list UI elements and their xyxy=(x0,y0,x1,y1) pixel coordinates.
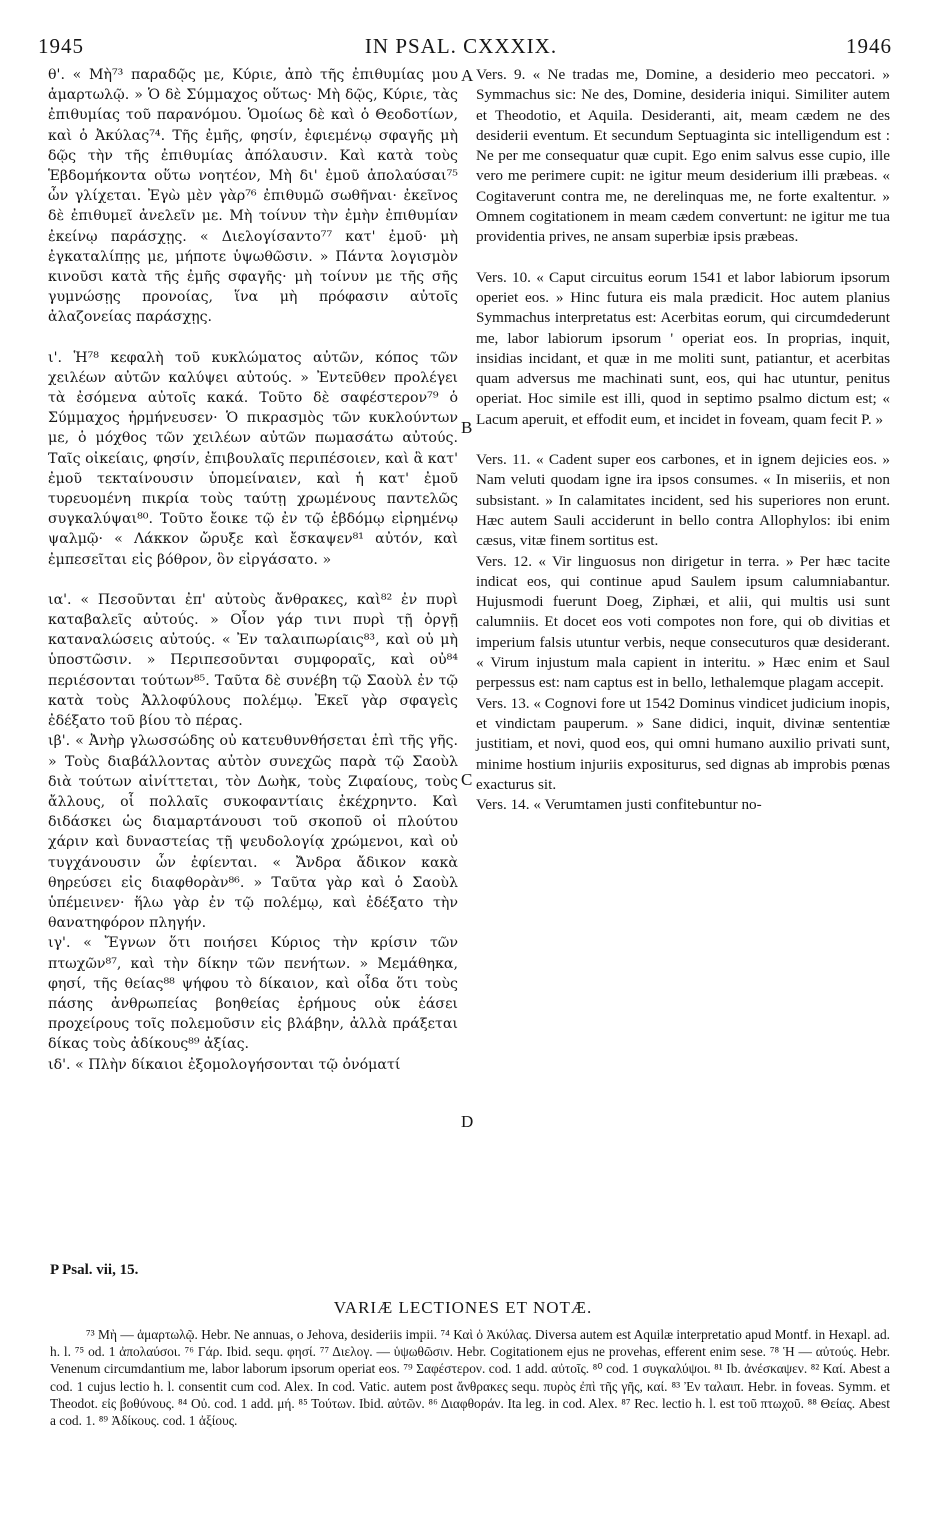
greek-paragraph-verse-14: ιδ'. « Πλὴν δίκαιοι ἐξομολογήσονται τῷ ὀνόματί xyxy=(48,1056,401,1073)
margin-marker-a: A xyxy=(461,66,474,85)
greek-paragraph-verse-12: ιβ'. « Ἀνὴρ γλωσσώδης οὐ κατευθυνθήσεται ἐπὶ τῆς γῆς. » Τοὺς διαβάλλοντας αὐτὸν συνεχῶς παρὰ τῷ Σαοὺλ διὰ τούτων αἰνίττεται, τὸν Δωὴκ, τοὺς Ζιφαίους, τοὺς ἄλλους, οἷ πολλαῖς συκοφαντίαις ἐκέχρηντο. Καὶ διδάσκει ὡς διαμαρτάνουσι τοῦ σκοποῦ οἱ πλούτου χάριν καὶ δυναστείας τῇ ψευδολογίᾳ χρώμενοι, καὶ οὐ τυγχάνουσιν ὧν ἐφίενται. « Ἄνδρα ἄδικον κακὰ θηρεύσει εἰς διαφθορὰν⁸⁶. » Ταῦτα γὰρ καὶ ὁ Σαοὺλ ὑπέμεινεν· ἥλω γὰρ ἐν τῷ πολέμῳ, καὶ ἐδέξατο τὴν θανατηφόρον πληγήν. xyxy=(48,733,458,932)
margin-marker-d: D xyxy=(461,1112,474,1131)
page-number-right: 1946 xyxy=(846,34,892,58)
running-header xyxy=(30,34,892,64)
page-number-left: 1945 xyxy=(38,34,84,58)
variant-notes xyxy=(50,1326,890,1429)
latin-paragraph-verse-12: Vers. 12. « Vir linguosus non dirigetur in terra. » Per hæc tacite indicat eos, qui continue apud Saulem ipsum calumniabantur. Hujusmodi fuerunt Doeg, Ziphæi, et alii, qui multis usi sunt calumniis. Et docet eos voti compotes non fore, qui ob divitias et imperium falsis utuntur verbis, neque consecuturos quæ desiderant. « Virum injustum mala capient in interitu. » Hæc enim et Saul perpessus est: nam captus est in bello, lethalemque plagam accepit. xyxy=(476,552,890,692)
greek-paragraph-verse-13: ιγ'. « Ἔγνων ὅτι ποιήσει Κύριος τὴν κρίσιν τῶν πτωχῶν⁸⁷, καὶ τὴν δίκην τῶν πενήτων. » Μεμάθηκα, φησί, τῆς θείας⁸⁸ ψήφου τὸ δίκαιον, καὶ οἶδα ὅτι τοὺς πάσης ἀνθρωπείας βοηθείας ἐρήμους οὐκ ἐάσει προχείρους τοῖς πολεμοῦσιν εἰς βλάβην, ἀλλὰ πράξεται δίκας τοὺς ἀδίκους⁸⁹ ἀξίας. xyxy=(48,935,458,1053)
variant-notes-text: ⁷³ Μὴ — ἁμαρτωλῷ. Hebr. Ne annuas, o Jehova, desideriis impii. ⁷⁴ Καὶ ὁ Ἀκύλας. Diversa autem est Aquilæ interpretatio apud Montf. in Hexapl. ad. h. l. ⁷⁵ od. 1 ἀπολαύσοι. ⁷⁶ Γάρ. Ibid. sequ. φησί. ⁷⁷ Διελογ. — ὑψωθῶσιν. Hebr. Cogitationem ejus ne provehas, efferent enim sese. ⁷⁸ Ἡ — αὐτούς. Hebr. Venenum circumdantium me, labor laborum ipsorum operiat eos. ⁷⁹ Σαφέστερον. cod. 1 add. αὐτοῖς. ⁸⁰ cod. 1 συγκαλύψοι. ⁸¹ Ib. ἀνέσκαψεν. ⁸² Καί. Abest a cod. 1 cujus lectio h. l. consentit cum cod. Alex. In cod. Vatic. autem post ἄνθρακες sequ. πυρὸς ἐπὶ τῆς γῆς, καί. ⁸³ Ἐν ταλαιπ. Hebr. in foveas. Symm. et Theodot. εἰς βοθύνους. ⁸⁴ Οὐ. cod. 1 add. μή. ⁸⁵ Τούτων. Ibid. αὐτῶν. ⁸⁶ Διαφθοράν. Ita leg. in cod. Alex. ⁸⁷ Rec. lectio h. l. est τοῦ πτωχοῦ. ⁸⁸ Θείας. Abest a cod. 1. ⁸⁹ Ἀδίκους. cod. 1 ἀξίους. xyxy=(50,1327,890,1429)
latin-paragraph-verse-10: Vers. 10. « Caput circuitus eorum 1541 et labor labiorum ipsorum operiet eos. » Hinc futura eis mala prædicit. Hoc autem planius Symmachus interpretatus est: Acerbitas eorum, qui circumdederunt me, labor labiorum ipsorum ' operiat eos. In proprias, inquit, insidias incidant, et quæ in me moliti sunt, patiantur, et acerbitas quam adversus me machinati sunt, eos, qui hac utuntur, penitus operiat. Hoc simile est illi, quod in septimo psalmo dictum est; « Lacum aperuit, et effodit eum, et incidet in foveam, quam fecit P. » xyxy=(476,268,890,428)
latin-paragraph-verse-11: Vers. 11. « Cadent super eos carbones, et in ignem dejicies eos. » Nam veluti quodam igne ira ipsos consumes. « In miseriis, et non subsistant. » In calamitates incident, sed his superiores non erunt. Hæc autem Sauli acciderunt in bello contra Allophylos: ibi enim cæsus, vitæ finem sortitus est. xyxy=(476,451,890,550)
latin-paragraph-verse-13: Vers. 13. « Cognovi fore ut 1542 Dominus vindicet judicium inopis, et vindictam pauperum. » Sane didici, inquit, divinæ sententiæ justitiam, et novi, quod eos, qui omni humano auxilio privati sunt, minime hostium injuriis expositurus, sed dignas ab improbis pœnas exacturus sit. xyxy=(476,694,890,793)
notes-heading: VARIÆ LECTIONES ET NOTÆ. xyxy=(333,1298,593,1317)
greek-paragraph-verse-9: θ'. « Μὴ⁷³ παραδῷς με, Κύριε, ἀπὸ τῆς ἐπιθυμίας μου ἁμαρτωλῷ. » Ὁ δὲ Σύμμαχος οὕτως· Μὴ δῷς, Κύριε, τὰς ἐπιθυμίας τοῦ παρανόμου. Ὁμοίως δὲ καὶ ὁ Θεοδοτίων, καὶ ὁ Ἀκύλας⁷⁴. Τῆς ἐμῆς, φησίν, ἐφιεμένῳ σφαγῆς μὴ δῷς τὴν τῆς ἐπιθυμίας ἀπόλαυσιν. Καὶ κατὰ τοὺς Ἑβδομήκοντα οὕτω νοητέον, Μὴ δι' ἐμοῦ ἀπολαύσαι⁷⁵ ὧν γλίχεται. Ἐγὼ μὲν γὰρ⁷⁶ ἐπιθυμῶ σωθῆναι· ἐκεῖνος δὲ ἐπιθυμεῖ ἀνελεῖν με. Μὴ τοίνυν τὴν ἐμὴν ἐπιθυμίαν ἐκείνῳ παράσχῃς. « Διελογίσαντο⁷⁷ κατ' ἐμοῦ· μὴ ἐγκαταλίπῃς με, μήποτε ὑψωθῶσιν. » Πάντα λογισμὸν κινοῦσι κατὰ τῆς ἐμῆς σφαγῆς· μὴ τοίνυν με τῆς σῆς γυμνώσῃς προνοίας, ἵνα μὴ πρόφασιν αὐτοῖς ἀλαζονείας παράσχῃς. xyxy=(48,67,458,326)
greek-column xyxy=(48,65,458,1075)
margin-marker-c: C xyxy=(461,770,473,789)
running-title: IN PSAL. CXXXIX. xyxy=(364,34,558,58)
latin-paragraph-verse-14: Vers. 14. « Verumtamen justi confitebuntur no- xyxy=(476,796,762,814)
latin-paragraph-verse-9: Vers. 9. « Ne tradas me, Domine, a desiderio meo peccatori. » Symmachus sic: Ne des, Domine, desideria iniqui. Similiter autem et Theodotio, et Aquila. Desideranti, ait, meam cædem ne des desiderii eventum. Et secundum Septuaginta sic intelligendum est : Ne per me consequatur quæ cupit. Ego enim salvus esse cupio, ille vero me perimere cupit: ne igitur meum desiderium illi præbeas. « Cogitaverunt contra me, ne derelinquas me, ne forte exaltentur. » Omnem cogitationem in meam cædem convertunt: ne igitur me tua providentia prives, ne ansam superbiæ ipsis præbeas. xyxy=(476,66,890,246)
footnote-reference: P Psal. vii, 15. xyxy=(50,1262,139,1278)
latin-column xyxy=(476,65,890,815)
margin-marker-b: B xyxy=(461,418,473,437)
greek-paragraph-verse-11: ια'. « Πεσοῦνται ἐπ' αὐτοὺς ἄνθρακες, καὶ⁸² ἐν πυρὶ καταβαλεῖς αὐτούς. » Οἷον γάρ τινι πυρὶ τῇ ὀργῇ καταναλώσεις αὐτούς. « Ἐν ταλαιπωρίαις⁸³, καὶ οὐ μὴ ὑποστῶσιν. » Περιπεσοῦνται συμφοραῖς, καὶ οὐ⁸⁴ περιέσονται τούτων⁸⁵. Ταῦτα δὲ συνέβη τῷ Σαοὺλ ἐν τῷ κατὰ τοὺς Ἀλλοφύλους πολέμῳ. Ἐκεῖ γὰρ σφαγεὶς ἐδέξατο τοῦ βίου τὸ πέρας. xyxy=(48,591,458,730)
greek-paragraph-verse-10: ι'. Ἡ⁷⁸ κεφαλὴ τοῦ κυκλώματος αὐτῶν, κόπος τῶν χειλέων αὐτῶν καλύψει αὐτούς. » Ἐντεῦθεν προλέγει τὰ ἐσόμενα αὐτοῖς κακά. Τοῦτο δὲ σαφέστερον⁷⁹ ὁ Σύμμαχος ἡρμήνευσεν· Ὁ πικρασμὸς τῶν κυκλούντων με, ὁ μόχθος τῶν χειλέων αὐτῶν πωμασάτω αὐτούς. Ταῖς οἰκείαις, φησίν, ἐπιβουλαῖς περιπέσοιεν, καὶ ἃ κατ' ἐμοῦ τεκταίνουσιν ὑπομείναιεν, καὶ ἡ κατ' ἐμοῦ τυρευομένη πικρία τοὺς ταύτῃ χρωμένους παντελῶς συγκαλύψαι⁸⁰. Τοῦτο ἔοικε τῷ ἐν τῷ ἑβδόμῳ εἰρημένῳ ψαλμῷ· « Λάκκον ὤρυξε καὶ ἔσκαψεν⁸¹ αὐτόν, καὶ ἐμπεσεῖται εἰς βόθρον, ὃν εἰργάσατο. » xyxy=(48,349,458,568)
